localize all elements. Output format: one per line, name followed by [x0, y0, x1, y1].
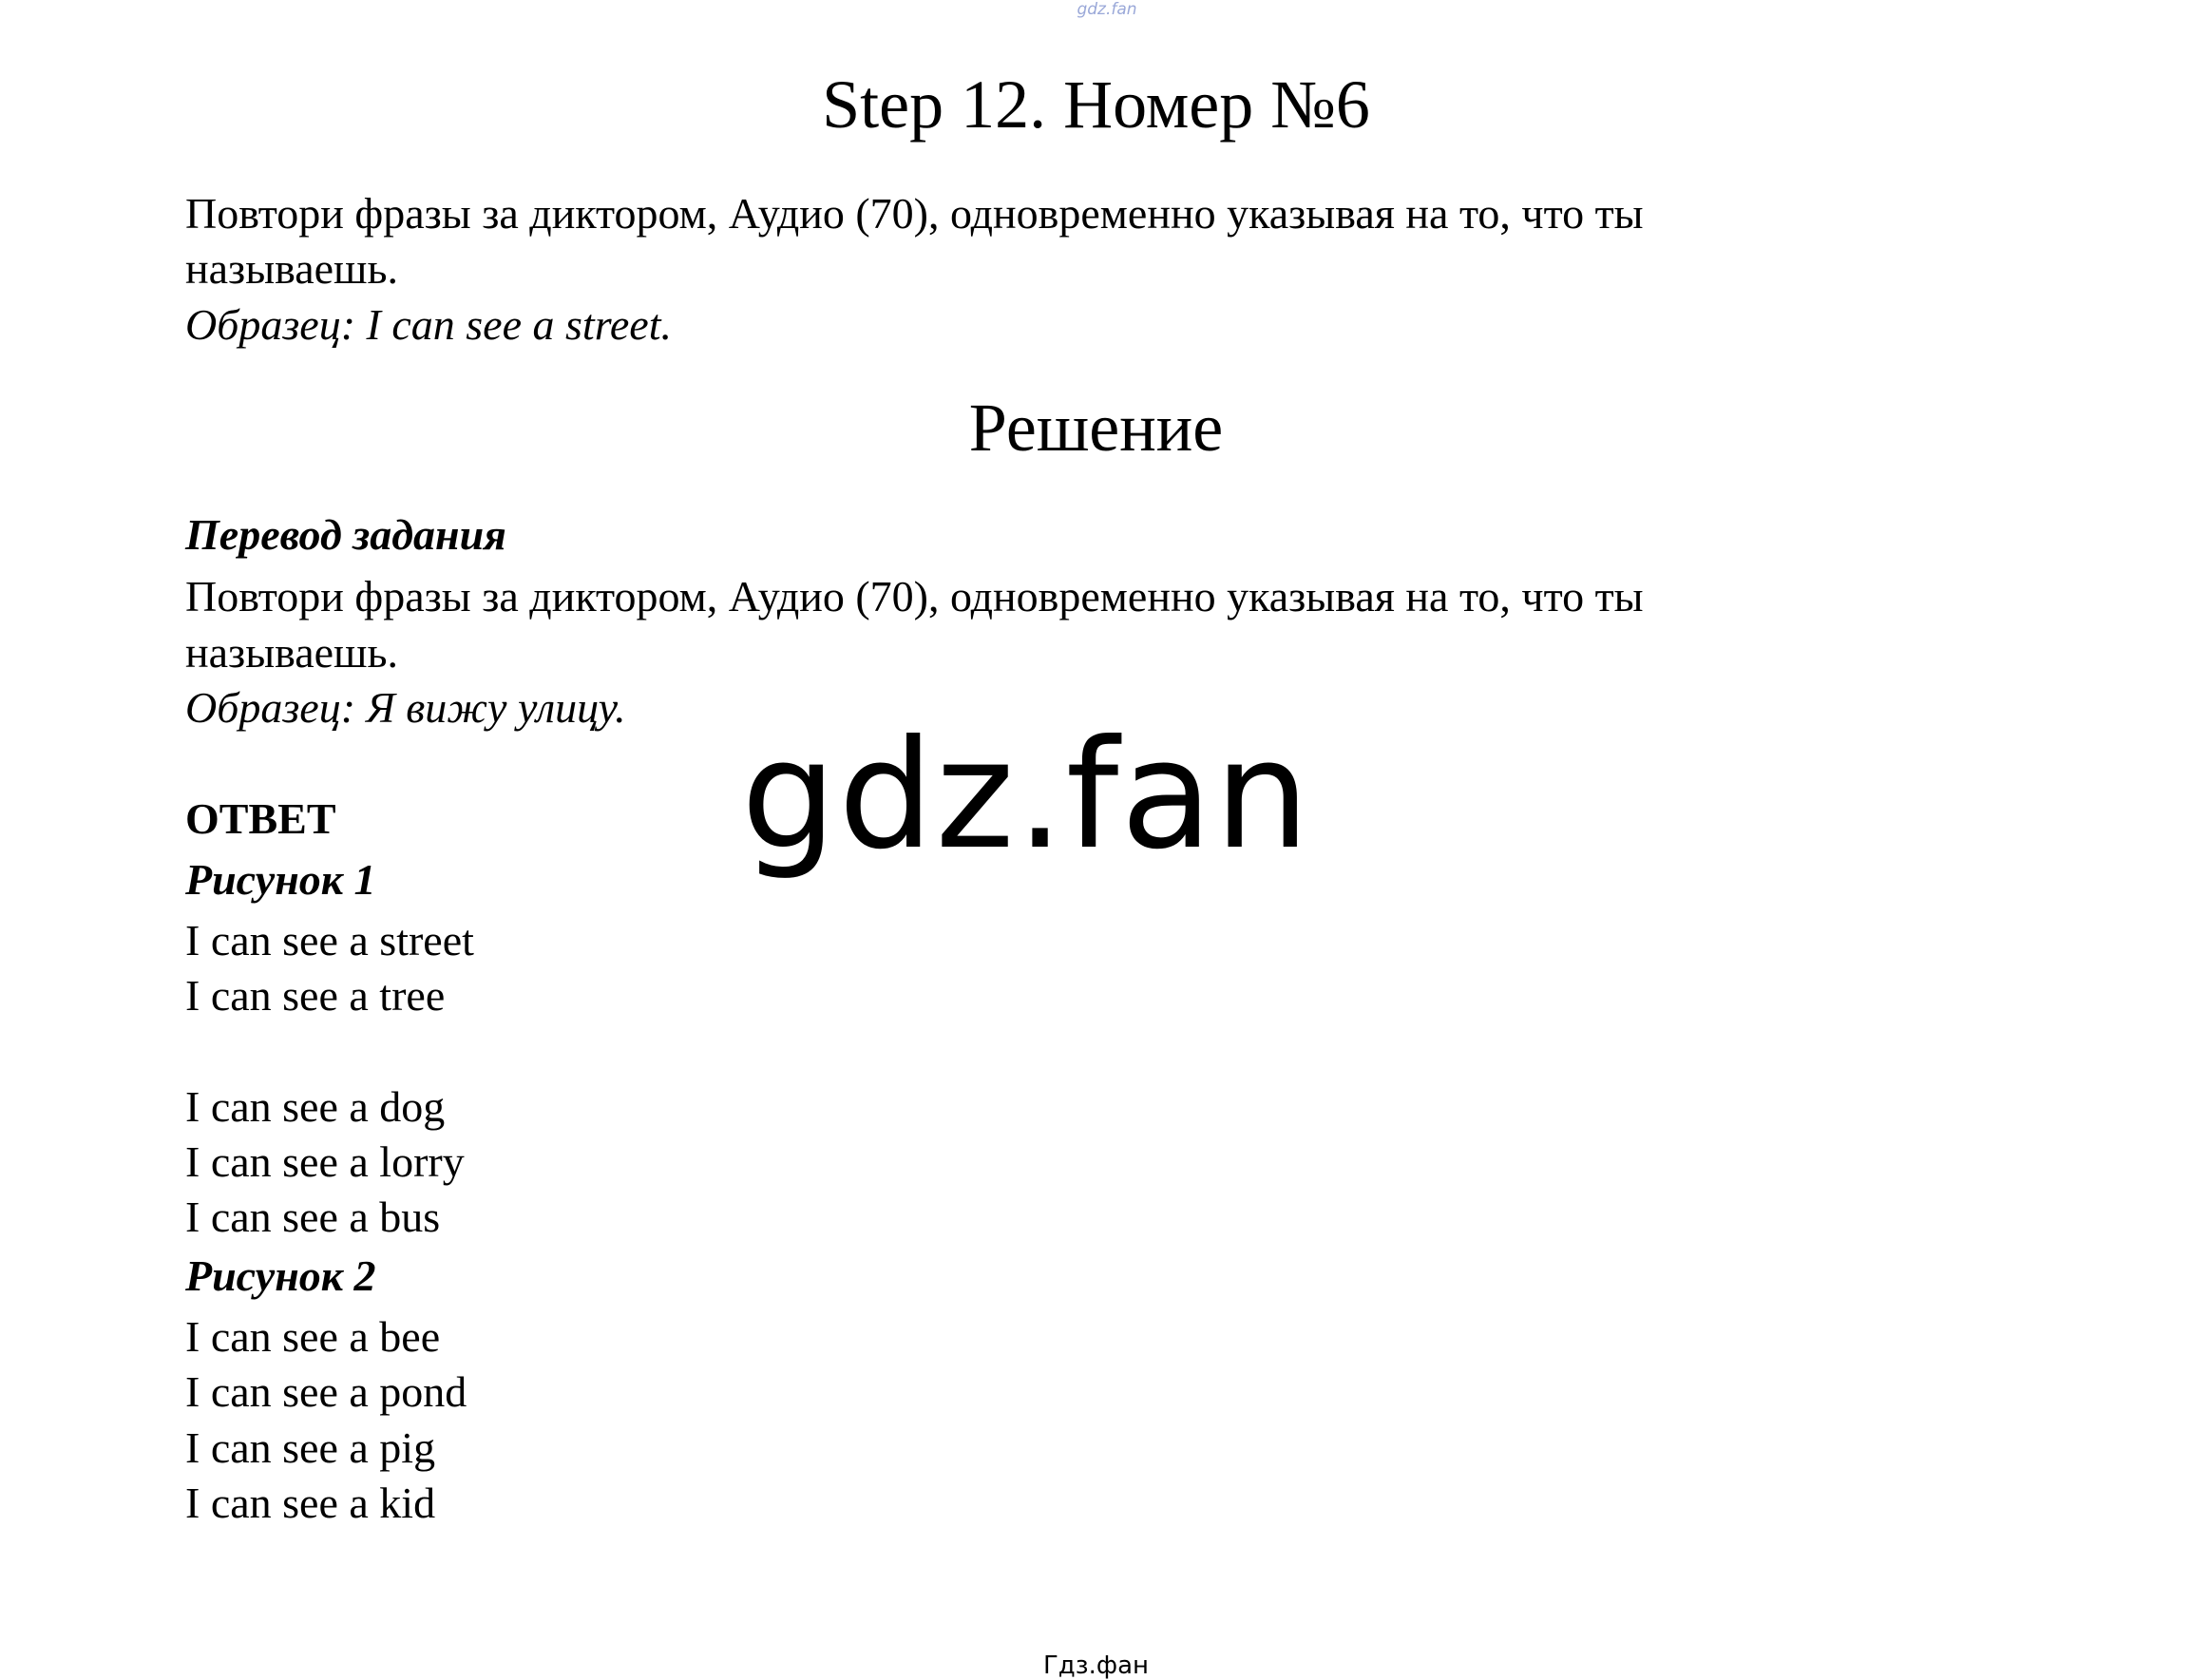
answer-heading: ОТВЕТ [185, 794, 336, 843]
answer-line: I can see a dog [185, 1082, 446, 1131]
answer-line: I can see a bee [185, 1312, 441, 1361]
footer-watermark: Гдз.фан [1042, 1651, 1150, 1680]
answer-line: I can see a tree [185, 971, 446, 1020]
task-text-line-1: Повтори фразы за диктором, Аудио (70), одновременно указывая на то, что ты [185, 189, 1644, 238]
gdz-watermark: gdz.fan [741, 708, 1312, 883]
translation-example: Образец: Я вижу улицу. [185, 683, 626, 732]
solution-heading: Решение [968, 390, 1224, 466]
answer-line: I can see a lorry [185, 1137, 465, 1186]
answer-line: I can see a pond [185, 1367, 467, 1416]
task-text-line-2: называешь. [185, 244, 398, 293]
translation-text-line-2: называешь. [185, 628, 398, 677]
picture-2-label: Рисунок 2 [185, 1251, 376, 1300]
answer-line: I can see a kid [185, 1479, 436, 1527]
answer-line: I can see a bus [185, 1193, 441, 1241]
translation-heading: Перевод задания [185, 510, 506, 559]
top-watermark: gdz.fan [1077, 0, 1137, 19]
translation-text-line-1: Повтори фразы за диктором, Аудио (70), одновременно указывая на то, что ты [185, 572, 1644, 620]
answer-line: I can see a pig [185, 1423, 436, 1472]
page-title: Step 12. Номер №6 [822, 67, 1370, 143]
picture-1-label: Рисунок 1 [185, 855, 376, 904]
task-example: Образец: I can see a street. [185, 300, 672, 349]
answer-line: I can see a street [185, 916, 474, 964]
